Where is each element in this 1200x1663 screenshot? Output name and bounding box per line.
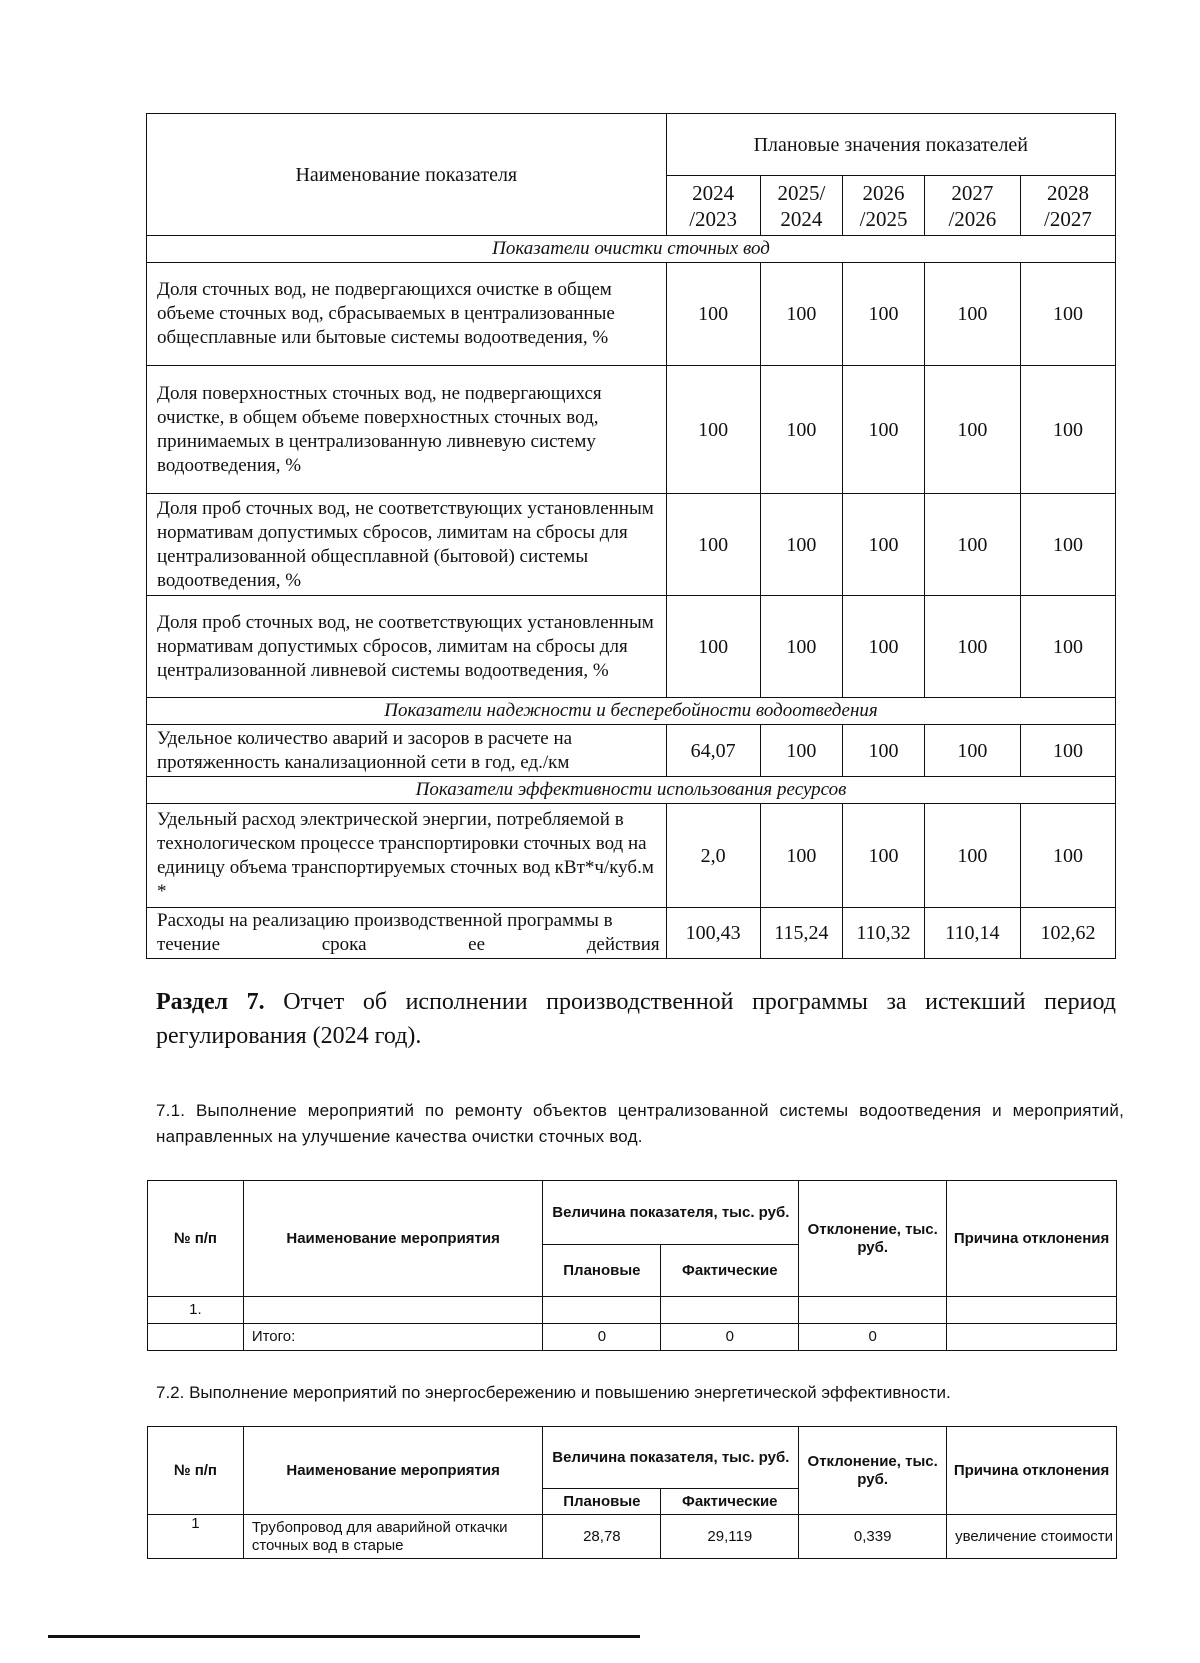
indicators-table [146, 113, 1116, 959]
section-7-heading [156, 985, 1116, 1053]
col-plan: Плановые [543, 1245, 661, 1297]
value-cell: 100 [1020, 804, 1115, 908]
value-cell: 100 [1020, 725, 1115, 777]
col-reason: Причина отклонения [947, 1427, 1117, 1515]
col-fact: Фактические [661, 1489, 799, 1515]
table-row [148, 1515, 1117, 1559]
value-cell: 100 [1020, 494, 1115, 596]
value-cell: 100 [924, 263, 1020, 366]
paragraph-7-1: 7.1. Выполнение мероприятий по ремонту объектов централизованной системы водоотведения и мероприятий, направленных на улучшение качества очистки сточных вод. [156, 1101, 1124, 1146]
value-cell: 2,0 [666, 804, 760, 908]
col-event-name: Наименование мероприятия [243, 1181, 543, 1297]
table-row [147, 596, 1116, 698]
value-cell: 100 [924, 596, 1020, 698]
table-row [147, 908, 1116, 959]
total-plan: 0 [543, 1324, 661, 1351]
value-cell: 110,32 [843, 908, 925, 959]
table-7-2 [147, 1426, 1117, 1559]
value-cell: 100 [1020, 263, 1115, 366]
col-event-name: Наименование мероприятия [243, 1427, 543, 1515]
header-plan-values: Плановые значения показателей [666, 114, 1115, 176]
value-cell: 100 [666, 596, 760, 698]
value-cell: 64,07 [666, 725, 760, 777]
value-cell: 100 [924, 494, 1020, 596]
value-cell: 115,24 [760, 908, 843, 959]
section-7-title: Отчет об исполнении производственной программы за истекший период регулирования (2024 год). [156, 989, 1116, 1049]
indicator-name: Доля проб сточных вод, не соответствующих установленным нормативам допустимых сбросов, лимитам на сбросы для централизованной ливневой системы водоотведения, % [147, 596, 667, 698]
value-cell: 100 [760, 596, 843, 698]
value-cell: 100 [760, 494, 843, 596]
table-row [147, 263, 1116, 366]
value-cell: 100 [666, 263, 760, 366]
table-row [147, 804, 1116, 908]
table-7-1 [147, 1180, 1117, 1351]
section-7-label: Раздел 7. [156, 989, 265, 1015]
col-value: Величина показателя, тыс. руб. [543, 1181, 799, 1245]
total-deviation: 0 [799, 1324, 947, 1351]
value-cell: 102,62 [1020, 908, 1115, 959]
value-cell: 100 [924, 366, 1020, 494]
header-indicator-name: Наименование показателя [147, 114, 667, 236]
indicator-name: Удельный расход электрической энергии, потребляемой в технологическом процессе транспортировки сточных вод на единицу объема транспортируемых сточных вод кВт*ч/куб.м * [147, 804, 667, 908]
value-cell: 100 [1020, 366, 1115, 494]
col-deviation: Отклонение, тыс. руб. [799, 1427, 947, 1515]
value-cell: 100 [843, 263, 925, 366]
section-heading-treatment: Показатели очистки сточных вод [147, 236, 1116, 263]
col-reason: Причина отклонения [947, 1181, 1117, 1297]
col-deviation: Отклонение, тыс. руб. [799, 1181, 947, 1297]
value-cell: 100 [760, 263, 843, 366]
value-cell: 110,14 [924, 908, 1020, 959]
value-cell: 100 [924, 725, 1020, 777]
year-col-1: 2024 /2023 [666, 176, 760, 236]
value-cell: 100 [1020, 596, 1115, 698]
col-number: № п/п [148, 1427, 244, 1515]
value-cell: 100 [843, 804, 925, 908]
table-row [147, 494, 1116, 596]
fact-value: 29,119 [661, 1515, 799, 1559]
value-cell: 100 [666, 366, 760, 494]
col-number: № п/п [148, 1181, 244, 1297]
value-cell: 100 [843, 366, 925, 494]
value-cell: 100 [924, 804, 1020, 908]
footnote-divider [48, 1635, 640, 1638]
indicator-name: Удельное количество аварий и засоров в расчете на протяженность канализационной сети в год, ед./км [147, 725, 667, 777]
value-cell: 100 [760, 366, 843, 494]
total-fact: 0 [661, 1324, 799, 1351]
section-heading-reliability: Показатели надежности и бесперебойности водоотведения [147, 698, 1116, 725]
col-plan: Плановые [543, 1489, 661, 1515]
event-name: Трубопровод для аварийной откачки сточных вод в старые [243, 1515, 543, 1559]
value-cell: 100 [843, 494, 925, 596]
plan-value: 28,78 [543, 1515, 661, 1559]
year-col-2: 2025/ 2024 [760, 176, 843, 236]
year-col-5: 2028 /2027 [1020, 176, 1115, 236]
row-number: 1. [148, 1297, 244, 1324]
year-col-4: 2027 /2026 [924, 176, 1020, 236]
indicator-name: Доля поверхностных сточных вод, не подвергающихся очистке, в общем объеме поверхностных сточных вод, принимаемых в централизованную ливневую систему водоотведения, % [147, 366, 667, 494]
deviation-value: 0,339 [799, 1515, 947, 1559]
year-col-3: 2026 /2025 [843, 176, 925, 236]
col-value: Величина показателя, тыс. руб. [543, 1427, 799, 1489]
table-row [147, 366, 1116, 494]
table-row [147, 725, 1116, 777]
value-cell: 100,43 [666, 908, 760, 959]
row-number: 1 [148, 1515, 244, 1559]
col-fact: Фактические [661, 1245, 799, 1297]
indicator-name: Доля сточных вод, не подвергающихся очистке в общем объеме сточных вод, сбрасываемых в централизованные общесплавные или бытовые системы водоотведения, % [147, 263, 667, 366]
total-row [148, 1324, 1117, 1351]
indicator-name: Доля проб сточных вод, не соответствующих установленным нормативам допустимых сбросов, лимитам на сбросы для централизованной общесплавной (бытовой) системы водоотведения, % [147, 494, 667, 596]
value-cell: 100 [760, 725, 843, 777]
section-heading-resources: Показатели эффективности использования ресурсов [147, 777, 1116, 804]
indicator-name: Расходы на реализацию производственной программы в течение срока ее действия [147, 908, 667, 959]
paragraph-7-2: 7.2. Выполнение мероприятий по энергосбережению и повышению энергетической эффективности. [156, 1383, 951, 1402]
value-cell: 100 [843, 725, 925, 777]
value-cell: 100 [843, 596, 925, 698]
value-cell: 100 [666, 494, 760, 596]
total-label: Итого: [243, 1324, 543, 1351]
value-cell: 100 [760, 804, 843, 908]
table-row [148, 1297, 1117, 1324]
deviation-reason: увеличение стоимости [947, 1515, 1117, 1559]
